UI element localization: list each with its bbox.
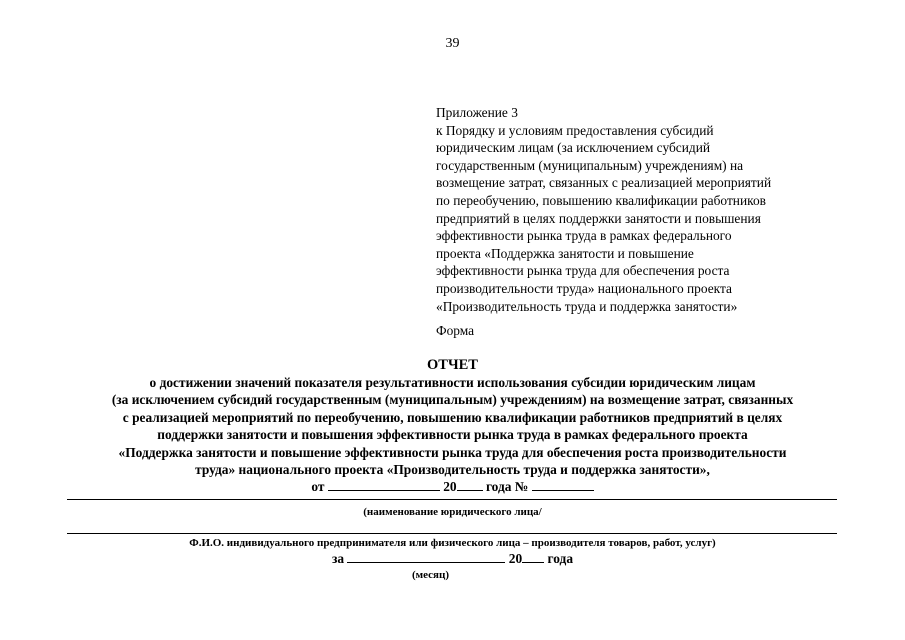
- report-subtitle-line: труда» национального проекта «Производительность труда и поддержка занятости»,: [195, 462, 710, 478]
- date-year-suffix: года №: [485, 479, 529, 495]
- report-subtitle-line: поддержки занятости и повышения эффективности рынка труда в рамках федерального проекта: [157, 427, 748, 443]
- report-number-blank[interactable]: [532, 478, 594, 491]
- period-year-suffix: года: [547, 551, 574, 566]
- report-subtitle-line: с реализацией мероприятий по переобучению, повышению квалификации работников предприятий в целях: [122, 409, 783, 425]
- report-title: ОТЧЕТ: [427, 357, 478, 373]
- date-year-blank[interactable]: [457, 478, 483, 491]
- report-header: [40, 356, 865, 496]
- appendix-line: государственным (муниципальным) учреждениям) на: [436, 157, 744, 173]
- period-prefix: за: [331, 551, 345, 566]
- appendix-line: «Производительность труда и поддержка занятости»: [436, 298, 738, 314]
- appendix-line: производительности труда» национального проекта: [436, 280, 732, 296]
- appendix-line: Приложение 3: [436, 105, 518, 120]
- period-year-prefix: 20: [508, 551, 523, 566]
- appendix-line: по переобучению, повышению квалификации работников: [436, 192, 766, 208]
- period-year-blank[interactable]: [522, 550, 544, 563]
- report-subtitle-line: о достижении значений показателя результативности использования субсидии юридическим лицам: [149, 375, 756, 390]
- appendix-block: [436, 104, 856, 315]
- appendix-line: проекта «Поддержка занятости и повышение: [436, 245, 694, 261]
- form-label: Форма: [436, 323, 475, 338]
- appendix-line: эффективности рынка труда для обеспечения роста: [436, 263, 730, 279]
- report-subtitle-line: (за исключением субсидий государственным (муниципальным) учреждениям) на возмещение затрат, связанных: [111, 392, 794, 408]
- date-day-month-blank[interactable]: [328, 478, 440, 491]
- month-caption: (месяц): [411, 569, 449, 581]
- report-subtitle-line: «Поддержка занятости и повышение эффективности рынка труда для обеспечения роста производительности: [118, 444, 787, 460]
- appendix-line: предприятий в целях поддержки занятости и повышения: [436, 210, 761, 226]
- legal-entity-caption: (наименование юридического лица/: [363, 506, 542, 518]
- appendix-line: эффективности рынка труда в рамках федерального: [436, 228, 732, 244]
- date-prefix: от: [311, 479, 325, 495]
- date-year-prefix: 20: [443, 479, 457, 495]
- entrepreneur-caption: Ф.И.О. индивидуального предпринимателя или физического лица – производителя товаров, работ, услуг): [189, 537, 716, 549]
- period-month-blank[interactable]: [347, 550, 505, 563]
- appendix-line: юридическим лицам (за исключением субсидий: [436, 140, 711, 156]
- report-period-line: [0, 550, 905, 567]
- appendix-line: возмещение затрат, связанных с реализацией мероприятий: [436, 175, 772, 191]
- report-date-line: [40, 478, 865, 495]
- entrepreneur-name-line[interactable]: [67, 533, 837, 534]
- page-number: 39: [445, 36, 460, 51]
- legal-entity-name-line[interactable]: [67, 499, 837, 500]
- appendix-line: к Порядку и условиям предоставления субсидий: [436, 122, 714, 138]
